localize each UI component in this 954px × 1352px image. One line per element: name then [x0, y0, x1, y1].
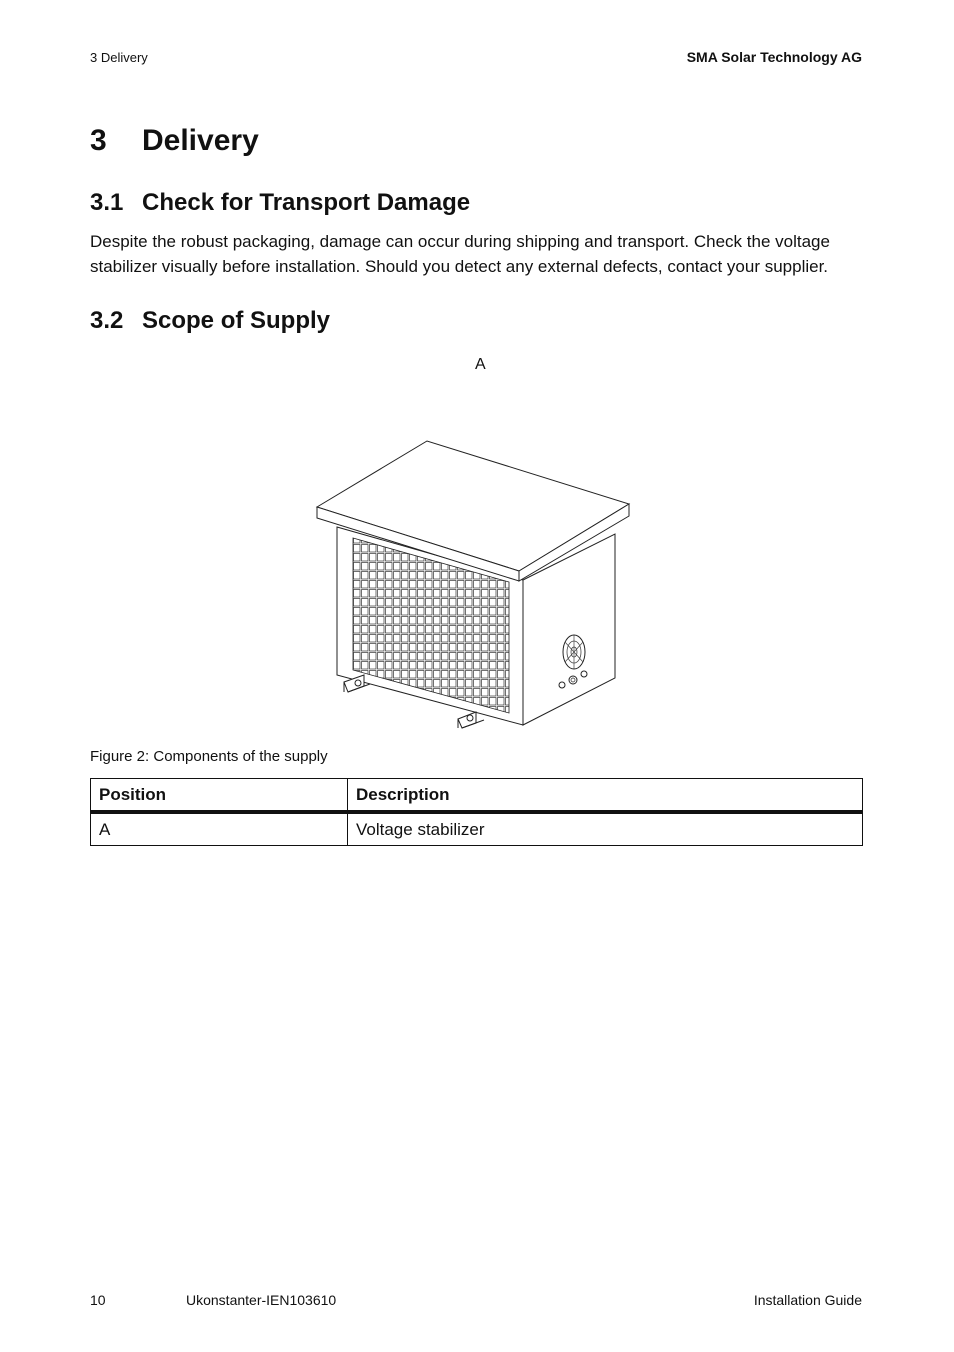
column-header-description: Description [348, 779, 863, 813]
cell-description: Voltage stabilizer [348, 812, 863, 846]
running-header-company: SMA Solar Technology AG [686, 49, 862, 65]
cell-position: A [91, 812, 348, 846]
document-id: Ukonstanter-IEN103610 [186, 1292, 337, 1308]
scope-of-supply-table [90, 778, 863, 846]
document-type: Installation Guide [753, 1292, 862, 1308]
chapter-number: 3 [90, 124, 107, 157]
section-title: Check for Transport Damage [142, 189, 471, 216]
figure-position-label: A [475, 356, 486, 373]
page-number: 10 [90, 1292, 106, 1308]
section-title: Scope of Supply [142, 307, 331, 334]
section-number: 3.1 [90, 189, 124, 216]
table-row [91, 812, 863, 846]
section-heading-transport-damage [90, 189, 470, 217]
voltage-stabilizer-illustration [300, 430, 640, 735]
section-heading-scope-of-supply [90, 307, 330, 335]
figure-caption: Figure 2: Components of the supply [90, 748, 328, 765]
running-header-section: 3 Delivery [90, 50, 148, 65]
table-header-row [91, 779, 863, 813]
mounting-bracket [458, 712, 484, 728]
section-number: 3.2 [90, 307, 124, 334]
transport-damage-paragraph: Despite the robust packaging, damage can occur during shipping and transport. Check the voltage stabilizer visually before installation. Should you detect any external defects, contact your supplier. [90, 232, 830, 276]
column-header-position: Position [91, 779, 348, 813]
chapter-heading [90, 124, 259, 158]
fan-icon [563, 635, 585, 669]
chapter-title: Delivery [142, 124, 259, 157]
